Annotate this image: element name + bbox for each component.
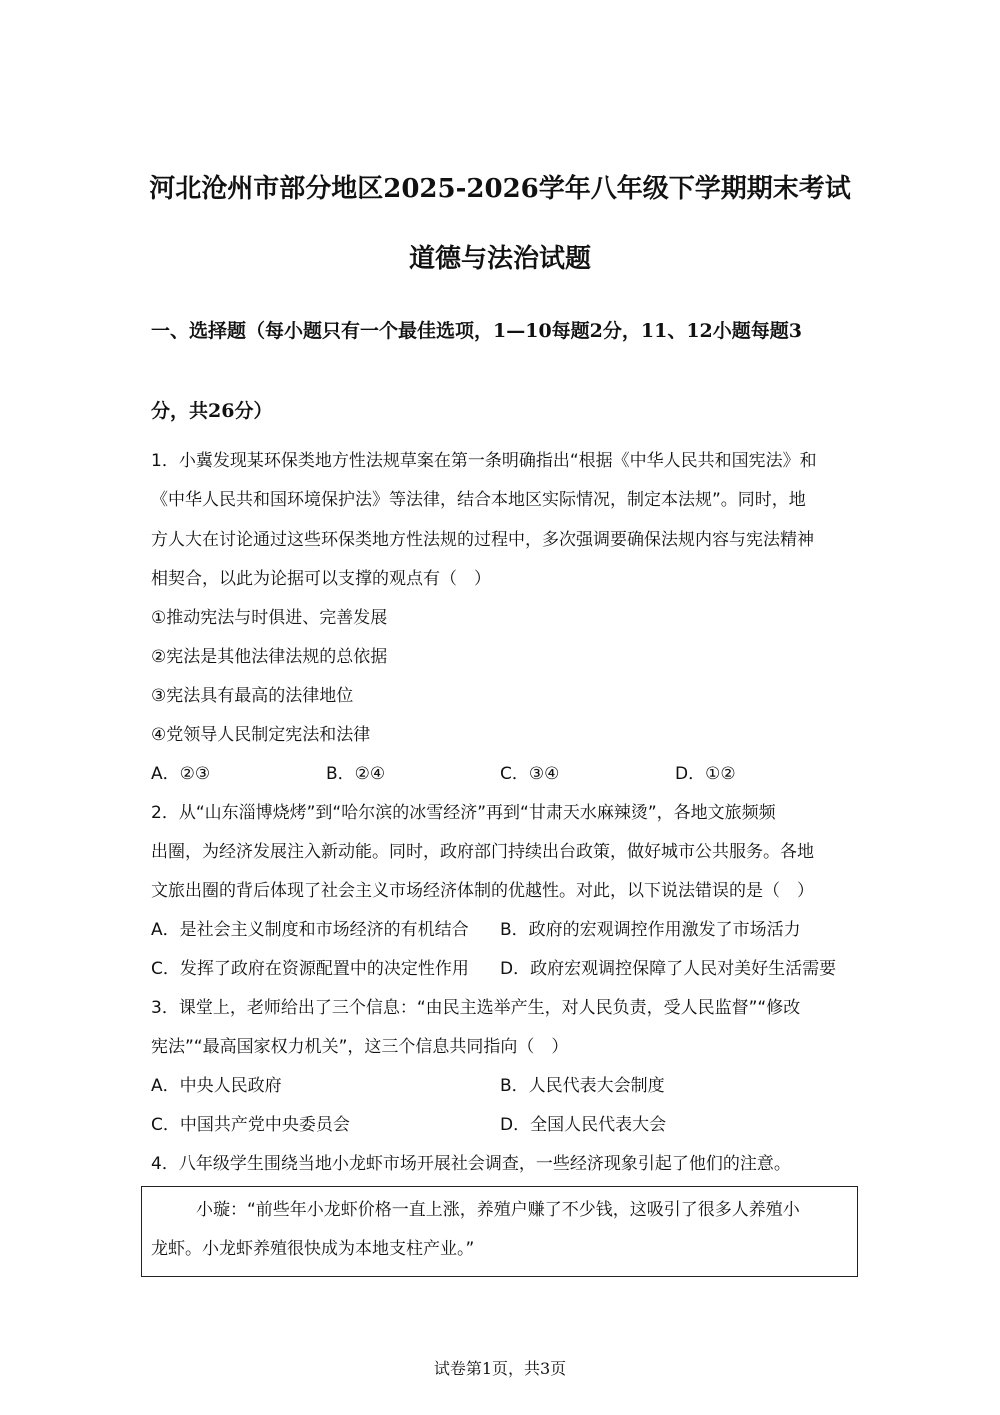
q1-option-d: D．①②	[675, 764, 736, 784]
q1-statement: ③宪法具有最高的法律地位	[151, 686, 354, 706]
exam-title: 河北沧州市部分地区2025-2026学年八年级下学期期末考试	[149, 174, 851, 204]
q2-stem-line: 出圈，为经济发展注入新动能。同时，政府部门持续出台政策，做好城市公共服务。各地	[151, 842, 814, 862]
q1-stem-line: 方人大在讨论通过这些环保类地方性法规的过程中，多次强调要确保法规内容与宪法精神	[151, 530, 814, 550]
q4-stem-line: 4．八年级学生围绕当地小龙虾市场开展社会调查，一些经济现象引起了他们的注意。	[151, 1154, 791, 1174]
q2-option-a: A．是社会主义制度和市场经济的有机结合	[151, 920, 469, 940]
q2-stem-line: 2．从“山东淄博烧烤”到“哈尔滨的冰雪经济”再到“甘肃天水麻辣烫”，各地文旅频频	[151, 803, 776, 823]
q1-statement: ①推动宪法与时俱进、完善发展	[151, 608, 388, 628]
section-heading: 一、选择题（每小题只有一个最佳选项，1—10每题2分，11、12小题每题3	[151, 320, 802, 342]
q3-stem-line: 3．课堂上，老师给出了三个信息：“由民主选举产生，对人民负责，受人民监督”“修改	[151, 998, 801, 1018]
q1-option-a: A．②③	[151, 764, 211, 784]
q1-stem-line: 1．小冀发现某环保类地方性法规草案在第一条明确指出“根据《中华人民共和国宪法》和	[151, 451, 817, 471]
q1-stem-line: 《中华人民共和国环境保护法》等法律，结合本地区实际情况，制定本法规”。同时，地	[151, 490, 806, 510]
q2-stem-line: 文旅出圈的背后体现了社会主义市场经济体制的优越性。对此，以下说法错误的是（ ）	[151, 881, 814, 901]
q3-option-a: A．中央人民政府	[151, 1076, 282, 1096]
page-footer: 试卷第1页，共3页	[433, 1359, 567, 1378]
q3-stem-line: 宪法”“最高国家权力机关”，这三个信息共同指向（ ）	[151, 1037, 569, 1057]
q2-option-c: C．发挥了政府在资源配置中的决定性作用	[151, 959, 469, 979]
q4-material-line: 小璇：“前些年小龙虾价格一直上涨，养殖户赚了不少钱，这吸引了很多人养殖小	[196, 1200, 800, 1220]
q1-statement: ②宪法是其他法律法规的总依据	[151, 647, 388, 667]
q3-option-b: B．人民代表大会制度	[500, 1076, 665, 1096]
q3-option-c: C．中国共产党中央委员会	[151, 1115, 350, 1135]
q1-option-c: C．③④	[500, 764, 560, 784]
q2-option-d: D．政府宏观调控保障了人民对美好生活需要	[500, 959, 837, 979]
q1-option-b: B．②④	[326, 764, 386, 784]
exam-subtitle: 道德与法治试题	[408, 244, 591, 274]
q1-stem-line: 相契合，以此为论据可以支撑的观点有（ ）	[151, 569, 491, 589]
q3-option-d: D．全国人民代表大会	[500, 1115, 667, 1135]
q2-option-b: B．政府的宏观调控作用激发了市场活力	[500, 920, 801, 940]
section-heading-cont: 分，共26分）	[151, 400, 273, 422]
q4-material-box	[141, 1186, 858, 1277]
q1-statement: ④党领导人民制定宪法和法律	[151, 725, 371, 745]
q4-material-line: 龙虾。小龙虾养殖很快成为本地支柱产业。”	[151, 1239, 475, 1259]
